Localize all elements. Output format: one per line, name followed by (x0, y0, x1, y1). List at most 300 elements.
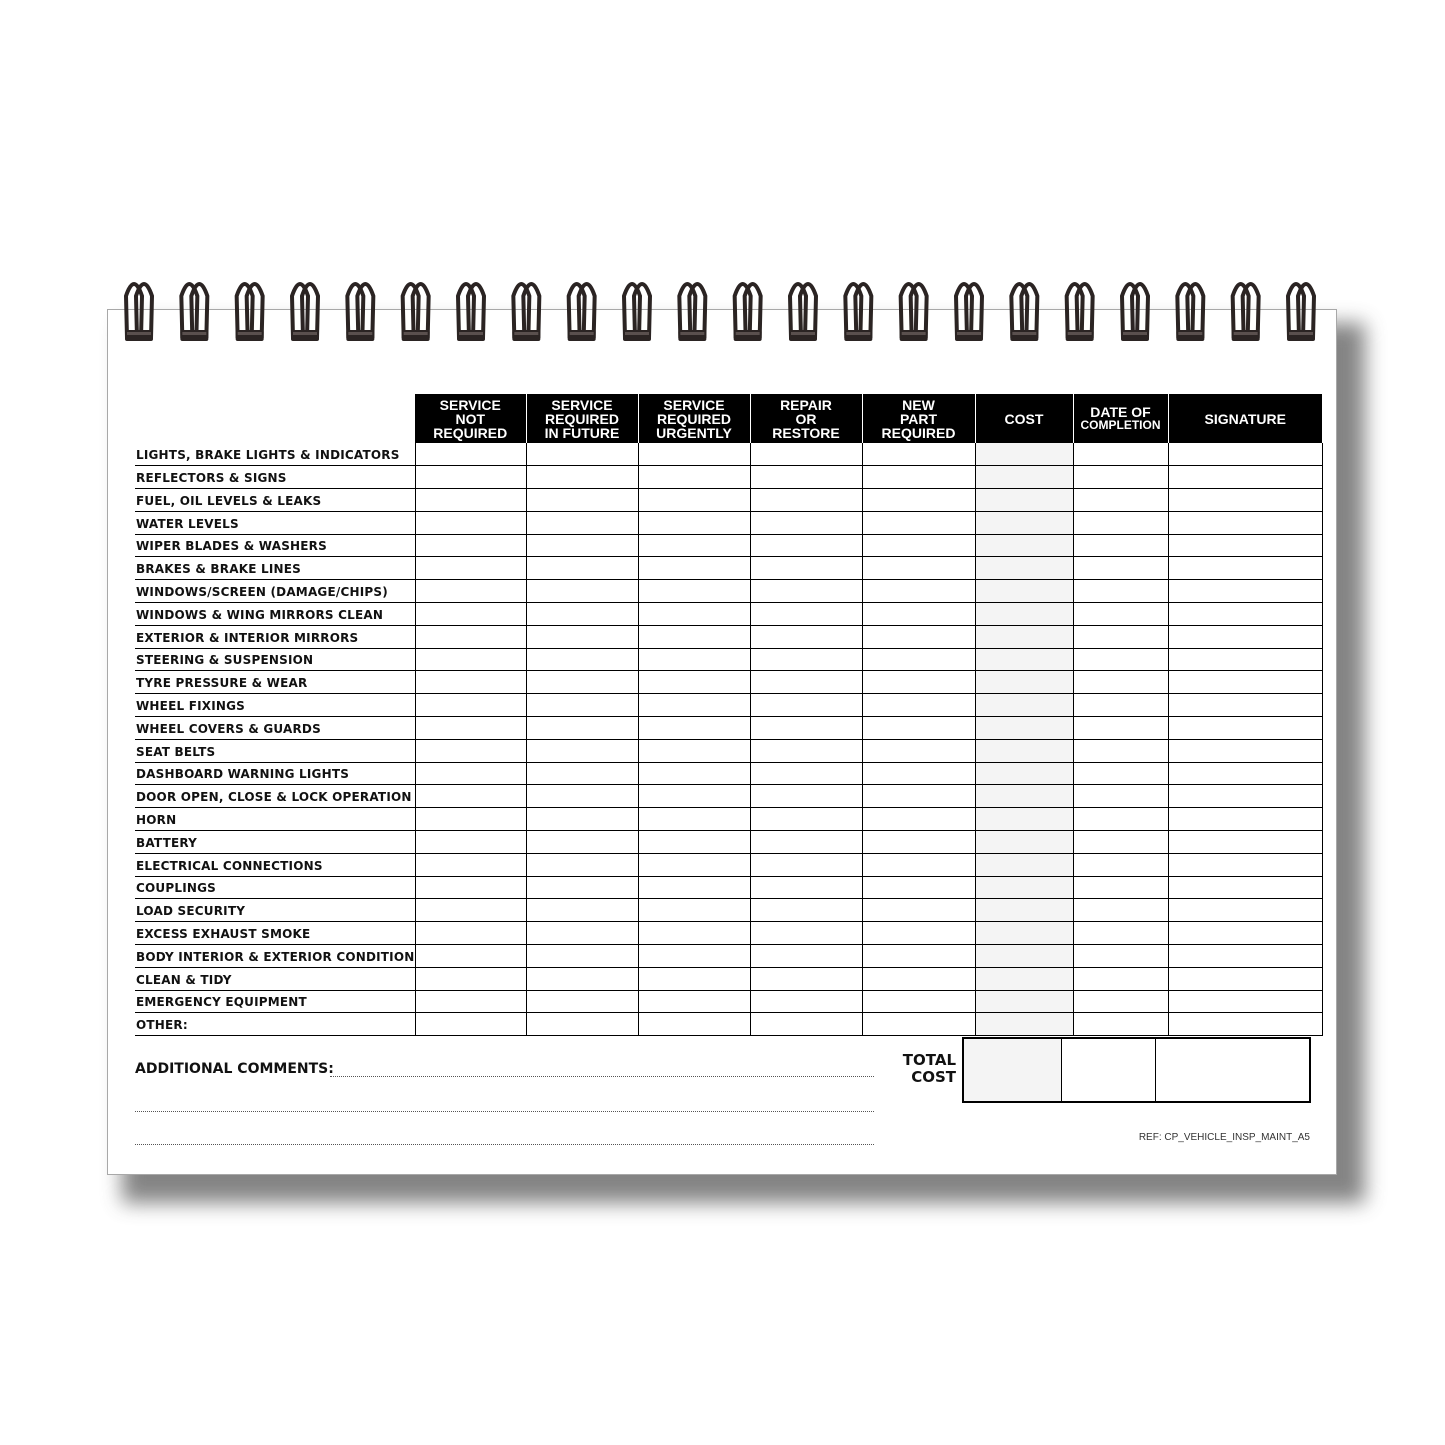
table-header-row (135, 394, 1322, 443)
entry-cell[interactable] (1168, 625, 1322, 648)
entry-cell[interactable] (638, 534, 750, 557)
entry-cell[interactable] (638, 443, 750, 466)
entry-cell[interactable] (638, 762, 750, 785)
entry-cell[interactable] (1168, 603, 1322, 626)
entry-cell[interactable] (1168, 557, 1322, 580)
entry-cell[interactable] (1073, 808, 1168, 831)
entry-cell[interactable] (526, 603, 638, 626)
binding-ring (125, 284, 153, 341)
entry-cell[interactable] (1073, 603, 1168, 626)
entry-cell[interactable] (975, 831, 1073, 854)
entry-cell[interactable] (415, 899, 526, 922)
total-cost-cell[interactable] (964, 1039, 1062, 1101)
entry-cell[interactable] (750, 945, 862, 968)
entry-cell[interactable] (1168, 443, 1322, 466)
entry-cell[interactable] (526, 899, 638, 922)
entry-cell[interactable] (526, 511, 638, 534)
entry-cell[interactable] (415, 580, 526, 603)
entry-cell[interactable] (638, 853, 750, 876)
entry-cell[interactable] (638, 603, 750, 626)
entry-cell[interactable] (862, 443, 975, 466)
entry-cell[interactable] (526, 489, 638, 512)
binding-ring (900, 284, 928, 341)
binding-ring (180, 284, 208, 341)
entry-cell[interactable] (975, 489, 1073, 512)
entry-cell[interactable] (750, 489, 862, 512)
entry-cell[interactable] (975, 534, 1073, 557)
table-row (135, 557, 1322, 580)
entry-cell[interactable] (750, 557, 862, 580)
comments-line-3[interactable] (135, 1144, 874, 1145)
entry-cell[interactable] (415, 876, 526, 899)
comments-line-1[interactable] (330, 1076, 874, 1077)
binding-ring (1121, 284, 1149, 341)
entry-cell[interactable] (526, 717, 638, 740)
item-label: WINDOWS/SCREEN (DAMAGE/CHIPS) (135, 580, 415, 603)
entry-cell[interactable] (526, 990, 638, 1013)
entry-cell[interactable] (638, 831, 750, 854)
entry-cell[interactable] (862, 853, 975, 876)
entry-cell[interactable] (862, 739, 975, 762)
item-label: WHEEL COVERS & GUARDS (135, 717, 415, 740)
binding-ring (512, 284, 540, 341)
entry-cell[interactable] (1073, 853, 1168, 876)
entry-cell[interactable] (975, 443, 1073, 466)
entry-cell[interactable] (638, 557, 750, 580)
table-row (135, 534, 1322, 557)
notebook-page (107, 309, 1337, 1175)
entry-cell[interactable] (1073, 876, 1168, 899)
item-label: STEERING & SUSPENSION (135, 648, 415, 671)
entry-cell[interactable] (1073, 762, 1168, 785)
entry-cell[interactable] (1073, 580, 1168, 603)
entry-cell[interactable] (750, 808, 862, 831)
entry-cell[interactable] (415, 557, 526, 580)
entry-cell[interactable] (415, 648, 526, 671)
entry-cell[interactable] (1168, 762, 1322, 785)
entry-cell[interactable] (750, 717, 862, 740)
entry-cell[interactable] (1073, 1013, 1168, 1036)
entry-cell[interactable] (526, 853, 638, 876)
table-row (135, 739, 1322, 762)
entry-cell[interactable] (862, 945, 975, 968)
entry-cell[interactable] (750, 443, 862, 466)
entry-cell[interactable] (415, 489, 526, 512)
entry-cell[interactable] (1168, 580, 1322, 603)
total-cost-box (962, 1037, 1311, 1103)
entry-cell[interactable] (638, 466, 750, 489)
entry-cell[interactable] (1168, 511, 1322, 534)
entry-cell[interactable] (638, 489, 750, 512)
entry-cell[interactable] (750, 876, 862, 899)
entry-cell[interactable] (1073, 785, 1168, 808)
entry-cell[interactable] (975, 671, 1073, 694)
entry-cell[interactable] (975, 808, 1073, 831)
entry-cell[interactable] (415, 603, 526, 626)
entry-cell[interactable] (1073, 739, 1168, 762)
table-row (135, 603, 1322, 626)
entry-cell[interactable] (1073, 899, 1168, 922)
column-header-5: NEW PART REQUIRED (862, 394, 975, 443)
item-label: FUEL, OIL LEVELS & LEAKS (135, 489, 415, 512)
entry-cell[interactable] (1168, 785, 1322, 808)
table-row (135, 1013, 1322, 1036)
total-cost-label: TOTAL COST (902, 1051, 956, 1086)
item-label: BATTERY (135, 831, 415, 854)
entry-cell[interactable] (975, 1013, 1073, 1036)
entry-cell[interactable] (415, 990, 526, 1013)
entry-cell[interactable] (975, 739, 1073, 762)
binding-ring (346, 284, 374, 341)
entry-cell[interactable] (862, 534, 975, 557)
entry-cell[interactable] (415, 808, 526, 831)
header-spacer (135, 394, 415, 443)
entry-cell[interactable] (750, 762, 862, 785)
table-row (135, 466, 1322, 489)
entry-cell[interactable] (415, 967, 526, 990)
entry-cell[interactable] (1168, 945, 1322, 968)
entry-cell[interactable] (862, 1013, 975, 1036)
entry-cell[interactable] (1168, 922, 1322, 945)
entry-cell[interactable] (750, 739, 862, 762)
entry-cell[interactable] (526, 808, 638, 831)
table-row (135, 580, 1322, 603)
entry-cell[interactable] (975, 967, 1073, 990)
entry-cell[interactable] (1168, 739, 1322, 762)
entry-cell[interactable] (526, 922, 638, 945)
entry-cell[interactable] (750, 625, 862, 648)
entry-cell[interactable] (862, 990, 975, 1013)
entry-cell[interactable] (638, 967, 750, 990)
entry-cell[interactable] (862, 603, 975, 626)
entry-cell[interactable] (862, 648, 975, 671)
entry-cell[interactable] (862, 717, 975, 740)
total-signature-cell[interactable] (1156, 1039, 1309, 1101)
entry-cell[interactable] (415, 1013, 526, 1036)
entry-cell[interactable] (526, 466, 638, 489)
entry-cell[interactable] (1168, 831, 1322, 854)
entry-cell[interactable] (526, 1013, 638, 1036)
entry-cell[interactable] (975, 466, 1073, 489)
entry-cell[interactable] (975, 717, 1073, 740)
entry-cell[interactable] (415, 625, 526, 648)
table-row (135, 990, 1322, 1013)
entry-cell[interactable] (750, 466, 862, 489)
entry-cell[interactable] (1073, 511, 1168, 534)
entry-cell[interactable] (415, 853, 526, 876)
table-row (135, 876, 1322, 899)
entry-cell[interactable] (975, 580, 1073, 603)
item-label: WHEEL FIXINGS (135, 694, 415, 717)
item-label: WINDOWS & WING MIRRORS CLEAN (135, 603, 415, 626)
entry-cell[interactable] (415, 466, 526, 489)
entry-cell[interactable] (526, 831, 638, 854)
entry-cell[interactable] (750, 580, 862, 603)
table-row (135, 694, 1322, 717)
table-row (135, 945, 1322, 968)
entry-cell[interactable] (750, 899, 862, 922)
entry-cell[interactable] (638, 922, 750, 945)
entry-cell[interactable] (1168, 990, 1322, 1013)
item-label: WIPER BLADES & WASHERS (135, 534, 415, 557)
entry-cell[interactable] (1073, 671, 1168, 694)
entry-cell[interactable] (862, 580, 975, 603)
entry-cell[interactable] (1073, 694, 1168, 717)
entry-cell[interactable] (862, 899, 975, 922)
entry-cell[interactable] (1168, 899, 1322, 922)
entry-cell[interactable] (862, 831, 975, 854)
entry-cell[interactable] (750, 511, 862, 534)
entry-cell[interactable] (638, 671, 750, 694)
entry-cell[interactable] (638, 876, 750, 899)
entry-cell[interactable] (1168, 717, 1322, 740)
entry-cell[interactable] (862, 671, 975, 694)
entry-cell[interactable] (638, 739, 750, 762)
entry-cell[interactable] (1073, 443, 1168, 466)
entry-cell[interactable] (415, 694, 526, 717)
entry-cell[interactable] (975, 557, 1073, 580)
entry-cell[interactable] (415, 671, 526, 694)
binding-ring (678, 284, 706, 341)
entry-cell[interactable] (975, 625, 1073, 648)
entry-cell[interactable] (862, 694, 975, 717)
item-label: OTHER: (135, 1013, 415, 1036)
comments-line-2[interactable] (135, 1111, 874, 1112)
reference-code: REF: CP_VEHICLE_INSP_MAINT_A5 (1138, 1132, 1310, 1143)
entry-cell[interactable] (862, 876, 975, 899)
table-row (135, 511, 1322, 534)
entry-cell[interactable] (862, 785, 975, 808)
entry-cell[interactable] (975, 922, 1073, 945)
entry-cell[interactable] (638, 625, 750, 648)
item-label: TYRE PRESSURE & WEAR (135, 671, 415, 694)
column-header-2: SERVICE REQUIRED IN FUTURE (526, 394, 638, 443)
entry-cell[interactable] (1073, 466, 1168, 489)
entry-cell[interactable] (1168, 489, 1322, 512)
entry-cell[interactable] (862, 808, 975, 831)
entry-cell[interactable] (638, 945, 750, 968)
column-header-1: SERVICE NOT REQUIRED (415, 394, 526, 443)
entry-cell[interactable] (526, 443, 638, 466)
table-row (135, 443, 1322, 466)
entry-cell[interactable] (1073, 990, 1168, 1013)
entry-cell[interactable] (862, 489, 975, 512)
entry-cell[interactable] (638, 694, 750, 717)
table-row (135, 922, 1322, 945)
entry-cell[interactable] (526, 625, 638, 648)
entry-cell[interactable] (1073, 831, 1168, 854)
entry-cell[interactable] (975, 694, 1073, 717)
entry-cell[interactable] (1168, 808, 1322, 831)
entry-cell[interactable] (638, 785, 750, 808)
entry-cell[interactable] (1073, 945, 1168, 968)
entry-cell[interactable] (975, 990, 1073, 1013)
entry-cell[interactable] (638, 580, 750, 603)
entry-cell[interactable] (862, 511, 975, 534)
binding-ring (568, 284, 596, 341)
entry-cell[interactable] (1168, 853, 1322, 876)
entry-cell[interactable] (1168, 876, 1322, 899)
binding-ring (789, 284, 817, 341)
entry-cell[interactable] (1073, 557, 1168, 580)
entry-cell[interactable] (750, 534, 862, 557)
entry-cell[interactable] (415, 739, 526, 762)
column-header-3: SERVICE REQUIRED URGENTLY (638, 394, 750, 443)
item-label: WATER LEVELS (135, 511, 415, 534)
entry-cell[interactable] (750, 922, 862, 945)
entry-cell[interactable] (415, 511, 526, 534)
entry-cell[interactable] (975, 876, 1073, 899)
entry-cell[interactable] (975, 511, 1073, 534)
column-header-6: COST (975, 394, 1073, 443)
entry-cell[interactable] (750, 785, 862, 808)
binding-ring (734, 284, 762, 341)
binding-ring (1287, 284, 1315, 341)
entry-cell[interactable] (638, 1013, 750, 1036)
entry-cell[interactable] (862, 466, 975, 489)
entry-cell[interactable] (1073, 967, 1168, 990)
table-row (135, 808, 1322, 831)
table-row (135, 853, 1322, 876)
binding-ring (1232, 284, 1260, 341)
table-row (135, 762, 1322, 785)
entry-cell[interactable] (1168, 694, 1322, 717)
column-header-4: REPAIR OR RESTORE (750, 394, 862, 443)
entry-cell[interactable] (1168, 466, 1322, 489)
binding-ring (955, 284, 983, 341)
entry-cell[interactable] (638, 899, 750, 922)
item-label: SEAT BELTS (135, 739, 415, 762)
entry-cell[interactable] (975, 945, 1073, 968)
entry-cell[interactable] (862, 922, 975, 945)
binding-ring (457, 284, 485, 341)
table-row (135, 489, 1322, 512)
item-label: BRAKES & BRAKE LINES (135, 557, 415, 580)
binding-ring (1010, 284, 1038, 341)
entry-cell[interactable] (526, 580, 638, 603)
entry-cell[interactable] (415, 922, 526, 945)
table-body (135, 443, 1322, 1036)
entry-cell[interactable] (526, 945, 638, 968)
entry-cell[interactable] (638, 808, 750, 831)
entry-cell[interactable] (1168, 1013, 1322, 1036)
entry-cell[interactable] (526, 739, 638, 762)
entry-cell[interactable] (750, 990, 862, 1013)
entry-cell[interactable] (1073, 717, 1168, 740)
entry-cell[interactable] (975, 853, 1073, 876)
entry-cell[interactable] (862, 762, 975, 785)
table-row (135, 899, 1322, 922)
entry-cell[interactable] (415, 534, 526, 557)
entry-cell[interactable] (975, 899, 1073, 922)
entry-cell[interactable] (975, 785, 1073, 808)
entry-cell[interactable] (638, 511, 750, 534)
item-label: BODY INTERIOR & EXTERIOR CONDITION (135, 945, 415, 968)
table-row (135, 717, 1322, 740)
entry-cell[interactable] (1168, 534, 1322, 557)
total-date-cell[interactable] (1062, 1039, 1156, 1101)
column-header-8: SIGNATURE (1168, 394, 1322, 443)
table-row (135, 967, 1322, 990)
comments-label: ADDITIONAL COMMENTS: (135, 1061, 334, 1077)
entry-cell[interactable] (975, 762, 1073, 785)
entry-cell[interactable] (750, 603, 862, 626)
table-row (135, 648, 1322, 671)
entry-cell[interactable] (415, 717, 526, 740)
entry-cell[interactable] (526, 671, 638, 694)
item-label: DASHBOARD WARNING LIGHTS (135, 762, 415, 785)
entry-cell[interactable] (1168, 671, 1322, 694)
entry-cell[interactable] (975, 603, 1073, 626)
entry-cell[interactable] (1073, 489, 1168, 512)
entry-cell[interactable] (750, 831, 862, 854)
table-row (135, 671, 1322, 694)
item-label: ELECTRICAL CONNECTIONS (135, 853, 415, 876)
entry-cell[interactable] (750, 853, 862, 876)
binding-ring (291, 284, 319, 341)
inspection-table (135, 394, 1323, 1036)
entry-cell[interactable] (526, 876, 638, 899)
entry-cell[interactable] (526, 785, 638, 808)
binding-ring (236, 284, 264, 341)
item-label: LIGHTS, BRAKE LIGHTS & INDICATORS (135, 443, 415, 466)
entry-cell[interactable] (526, 694, 638, 717)
entry-cell[interactable] (526, 534, 638, 557)
entry-cell[interactable] (975, 648, 1073, 671)
item-label: COUPLINGS (135, 876, 415, 899)
entry-cell[interactable] (1168, 967, 1322, 990)
entry-cell[interactable] (862, 625, 975, 648)
entry-cell[interactable] (750, 671, 862, 694)
entry-cell[interactable] (415, 762, 526, 785)
item-label: LOAD SECURITY (135, 899, 415, 922)
entry-cell[interactable] (638, 717, 750, 740)
table-row (135, 785, 1322, 808)
entry-cell[interactable] (1073, 922, 1168, 945)
entry-cell[interactable] (750, 1013, 862, 1036)
entry-cell[interactable] (415, 443, 526, 466)
entry-cell[interactable] (415, 785, 526, 808)
entry-cell[interactable] (526, 762, 638, 785)
entry-cell[interactable] (862, 967, 975, 990)
entry-cell[interactable] (415, 831, 526, 854)
entry-cell[interactable] (638, 990, 750, 1013)
entry-cell[interactable] (1073, 625, 1168, 648)
binding-ring (844, 284, 872, 341)
item-label: CLEAN & TIDY (135, 967, 415, 990)
table-row (135, 831, 1322, 854)
entry-cell[interactable] (638, 648, 750, 671)
entry-cell[interactable] (862, 557, 975, 580)
entry-cell[interactable] (415, 945, 526, 968)
entry-cell[interactable] (750, 694, 862, 717)
binding-ring (623, 284, 651, 341)
entry-cell[interactable] (526, 648, 638, 671)
binding-ring (1066, 284, 1094, 341)
binding-ring (1176, 284, 1204, 341)
column-header-7: DATE OF COMPLETION (1073, 394, 1168, 443)
entry-cell[interactable] (1073, 534, 1168, 557)
item-label: DOOR OPEN, CLOSE & LOCK OPERATION (135, 785, 415, 808)
entry-cell[interactable] (1168, 648, 1322, 671)
entry-cell[interactable] (1073, 648, 1168, 671)
entry-cell[interactable] (526, 967, 638, 990)
entry-cell[interactable] (750, 967, 862, 990)
entry-cell[interactable] (750, 648, 862, 671)
entry-cell[interactable] (526, 557, 638, 580)
item-label: EXCESS EXHAUST SMOKE (135, 922, 415, 945)
spiral-binding (0, 272, 1445, 352)
